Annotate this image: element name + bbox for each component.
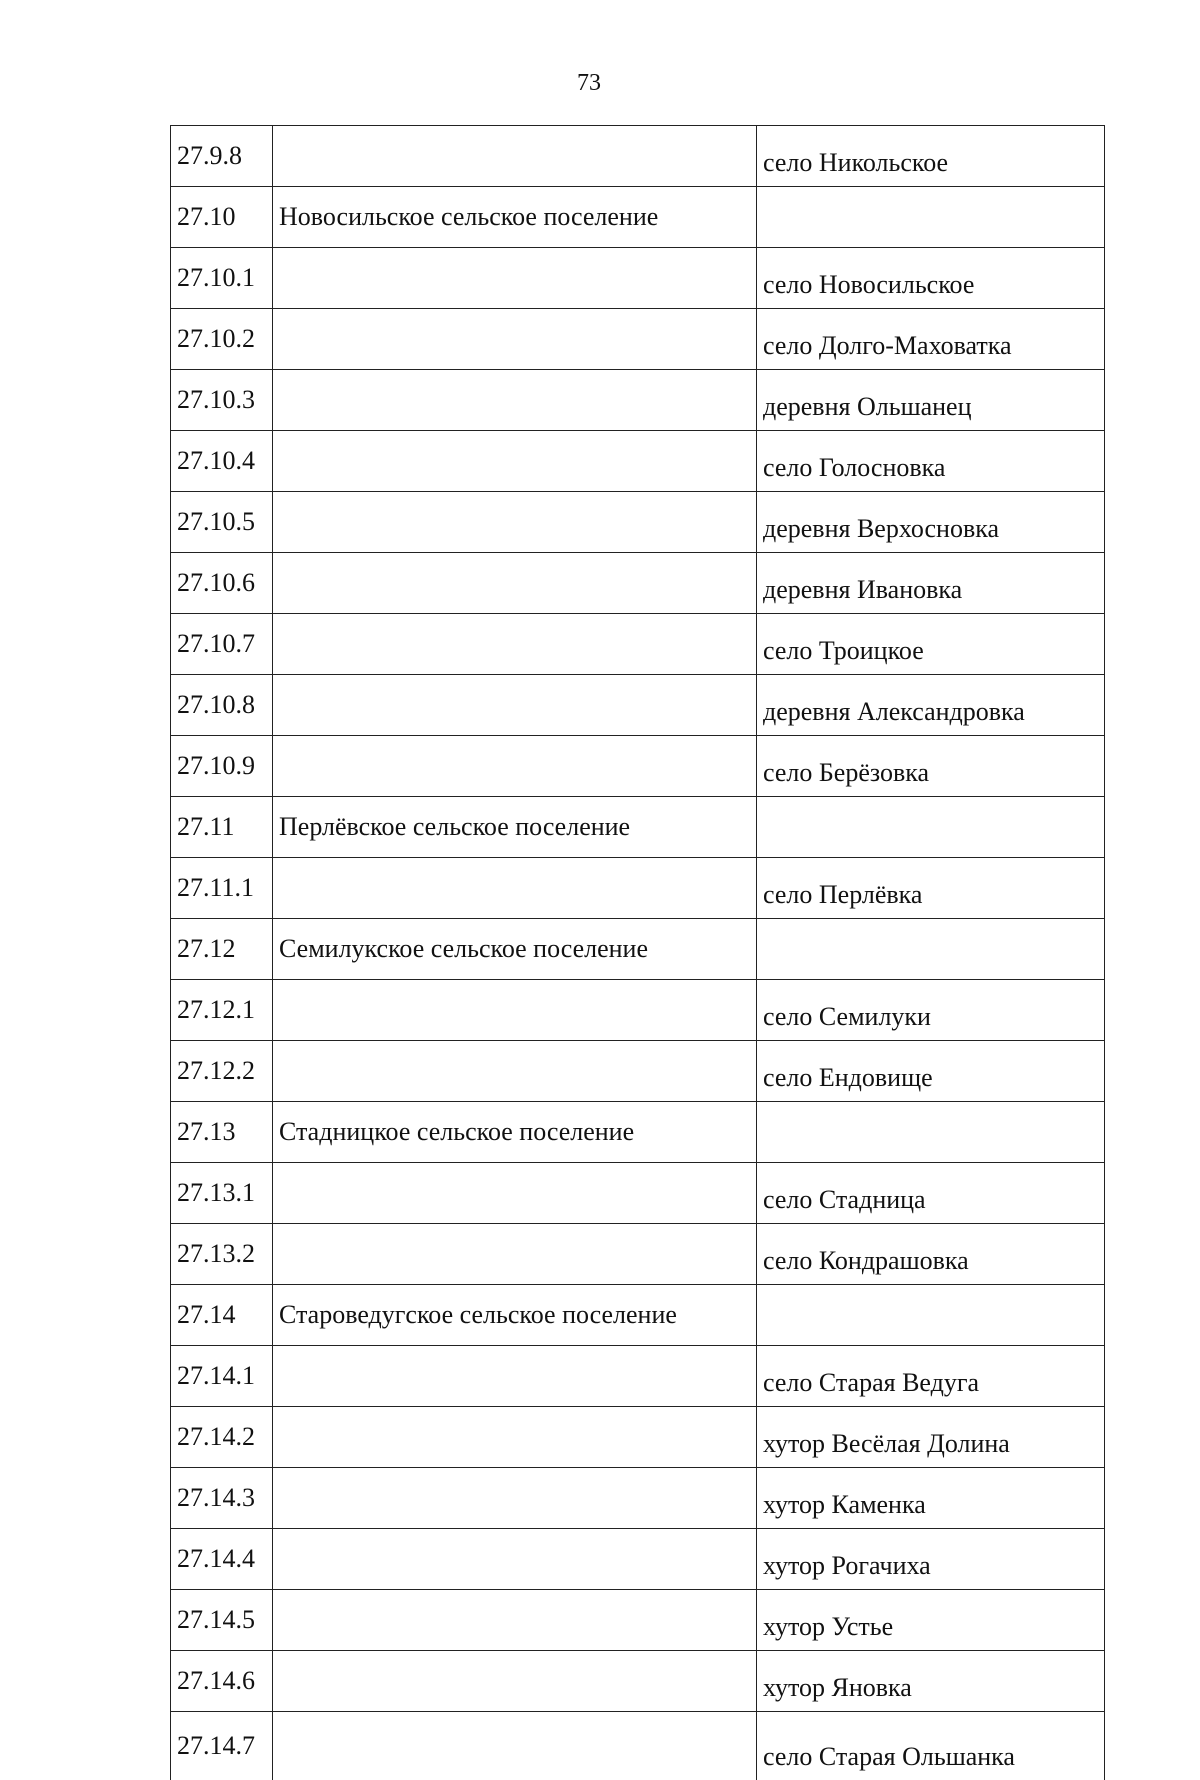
settlement-cell: деревня Ольшанец	[757, 370, 1105, 431]
municipality-cell	[273, 492, 757, 553]
settlements-table	[170, 125, 1105, 1780]
municipality-cell	[273, 1041, 757, 1102]
table-row	[171, 1407, 1105, 1468]
row-number-cell: 27.13.1	[171, 1163, 273, 1224]
settlement-cell: село Ендовище	[757, 1041, 1105, 1102]
settlement-cell: село Долго-Маховатка	[757, 309, 1105, 370]
settlement-cell: деревня Ивановка	[757, 553, 1105, 614]
row-number-cell: 27.10.1	[171, 248, 273, 309]
row-number-cell: 27.11.1	[171, 858, 273, 919]
municipality-cell: Стадницкое сельское поселение	[273, 1102, 757, 1163]
settlement-cell: село Голосновка	[757, 431, 1105, 492]
table-row	[171, 1651, 1105, 1712]
row-number-cell: 27.10.3	[171, 370, 273, 431]
row-number-cell: 27.14.5	[171, 1590, 273, 1651]
table-row	[171, 126, 1105, 187]
row-number-cell: 27.9.8	[171, 126, 273, 187]
municipality-cell	[273, 980, 757, 1041]
row-number-cell: 27.10.5	[171, 492, 273, 553]
settlement-cell	[757, 1102, 1105, 1163]
settlement-cell	[757, 1285, 1105, 1346]
settlement-cell: село Новосильское	[757, 248, 1105, 309]
table-row	[171, 1102, 1105, 1163]
settlement-cell: хутор Каменка	[757, 1468, 1105, 1529]
row-number-cell: 27.10.4	[171, 431, 273, 492]
row-number-cell: 27.12.2	[171, 1041, 273, 1102]
row-number-cell: 27.10.2	[171, 309, 273, 370]
table-row	[171, 553, 1105, 614]
settlement-cell	[757, 919, 1105, 980]
table-row	[171, 614, 1105, 675]
row-number-cell: 27.14.1	[171, 1346, 273, 1407]
table-row	[171, 370, 1105, 431]
settlements-table-body	[171, 126, 1105, 1780]
municipality-cell	[273, 1529, 757, 1590]
municipality-cell	[273, 1407, 757, 1468]
settlement-cell: село Старая Ольшанка	[757, 1712, 1105, 1780]
table-row	[171, 1163, 1105, 1224]
municipality-cell	[273, 248, 757, 309]
row-number-cell: 27.14.6	[171, 1651, 273, 1712]
settlement-cell: деревня Александровка	[757, 675, 1105, 736]
table-row	[171, 1041, 1105, 1102]
row-number-cell: 27.10.9	[171, 736, 273, 797]
settlement-cell: хутор Рогачиха	[757, 1529, 1105, 1590]
municipality-cell	[273, 370, 757, 431]
municipality-cell	[273, 736, 757, 797]
municipality-cell	[273, 1346, 757, 1407]
settlement-cell	[757, 187, 1105, 248]
row-number-cell: 27.10.7	[171, 614, 273, 675]
table-row	[171, 1285, 1105, 1346]
table-row	[171, 858, 1105, 919]
row-number-cell: 27.14.3	[171, 1468, 273, 1529]
row-number-cell: 27.13	[171, 1102, 273, 1163]
municipality-cell: Староведугское сельское поселение	[273, 1285, 757, 1346]
municipality-cell: Семилукское сельское поселение	[273, 919, 757, 980]
table-row	[171, 492, 1105, 553]
row-number-cell: 27.11	[171, 797, 273, 858]
page-number: 73	[0, 68, 1200, 98]
municipality-cell	[273, 1468, 757, 1529]
table-row	[171, 919, 1105, 980]
settlement-cell: хутор Устье	[757, 1590, 1105, 1651]
table-row	[171, 248, 1105, 309]
row-number-cell: 27.14.7	[171, 1712, 273, 1780]
municipality-cell	[273, 1590, 757, 1651]
settlement-cell: село Никольское	[757, 126, 1105, 187]
table-row	[171, 736, 1105, 797]
municipality-cell	[273, 431, 757, 492]
row-number-cell: 27.10	[171, 187, 273, 248]
settlement-cell: село Перлёвка	[757, 858, 1105, 919]
municipality-cell	[273, 126, 757, 187]
municipality-cell	[273, 1712, 757, 1780]
row-number-cell: 27.10.8	[171, 675, 273, 736]
municipality-cell: Перлёвское сельское поселение	[273, 797, 757, 858]
settlement-cell: село Берёзовка	[757, 736, 1105, 797]
municipality-cell: Новосильское сельское поселение	[273, 187, 757, 248]
settlement-cell: хутор Весёлая Долина	[757, 1407, 1105, 1468]
municipality-cell	[273, 309, 757, 370]
municipality-cell	[273, 1163, 757, 1224]
table-row	[171, 675, 1105, 736]
table-row	[171, 980, 1105, 1041]
municipality-cell	[273, 614, 757, 675]
settlement-cell: село Семилуки	[757, 980, 1105, 1041]
row-number-cell: 27.14.2	[171, 1407, 273, 1468]
row-number-cell: 27.12	[171, 919, 273, 980]
settlement-cell: село Стадница	[757, 1163, 1105, 1224]
municipality-cell	[273, 1651, 757, 1712]
table-row	[171, 1468, 1105, 1529]
table-row	[171, 797, 1105, 858]
settlement-cell: хутор Яновка	[757, 1651, 1105, 1712]
row-number-cell: 27.12.1	[171, 980, 273, 1041]
settlement-cell: село Троицкое	[757, 614, 1105, 675]
settlement-cell: деревня Верхосновка	[757, 492, 1105, 553]
municipality-cell	[273, 675, 757, 736]
table-row	[171, 1529, 1105, 1590]
municipality-cell	[273, 553, 757, 614]
settlement-cell	[757, 797, 1105, 858]
settlement-cell: село Кондрашовка	[757, 1224, 1105, 1285]
table-row	[171, 431, 1105, 492]
table-row	[171, 1712, 1105, 1780]
row-number-cell: 27.13.2	[171, 1224, 273, 1285]
row-number-cell: 27.14.4	[171, 1529, 273, 1590]
row-number-cell: 27.14	[171, 1285, 273, 1346]
table-row	[171, 1224, 1105, 1285]
municipality-cell	[273, 1224, 757, 1285]
row-number-cell: 27.10.6	[171, 553, 273, 614]
municipality-cell	[273, 858, 757, 919]
settlement-cell: село Старая Ведуга	[757, 1346, 1105, 1407]
table-row	[171, 1346, 1105, 1407]
table-row	[171, 309, 1105, 370]
table-row	[171, 187, 1105, 248]
table-row	[171, 1590, 1105, 1651]
